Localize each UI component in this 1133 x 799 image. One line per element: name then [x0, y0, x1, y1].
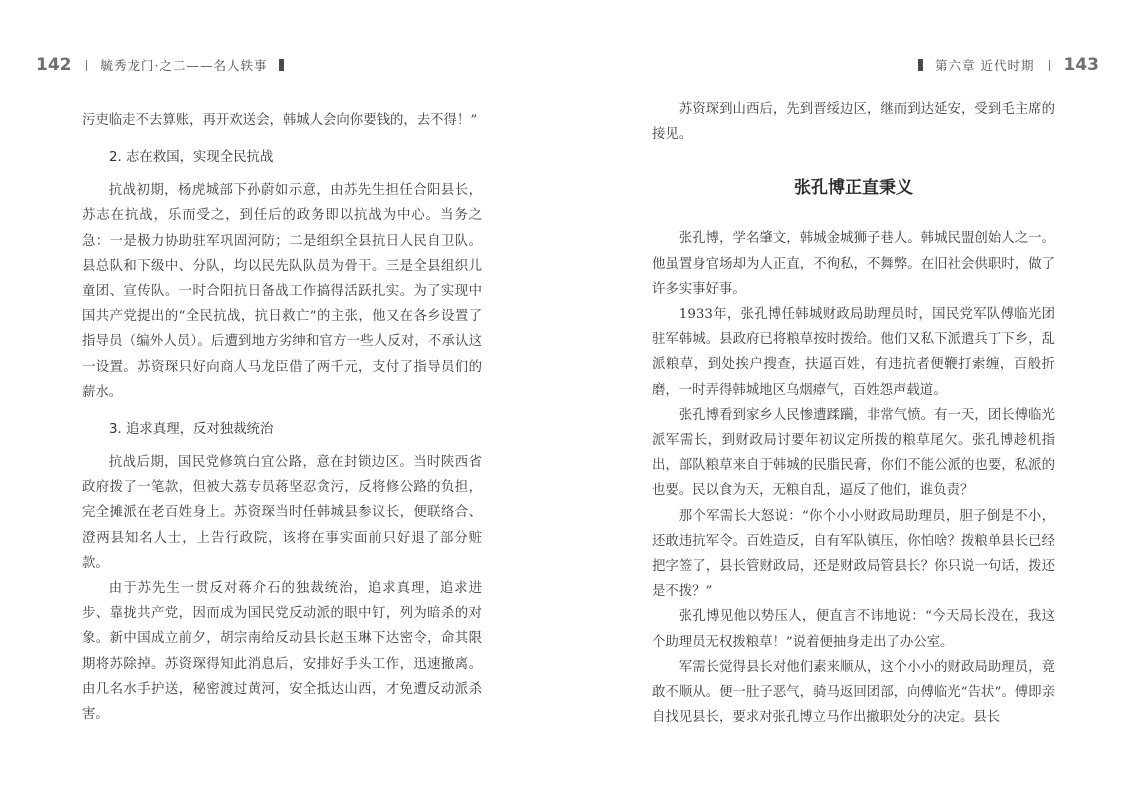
header-divider [1049, 60, 1050, 71]
header-bar-mark [279, 59, 284, 71]
page-number: 143 [1063, 55, 1099, 75]
paragraph: 由于苏先生一贯反对蒋介石的独裁统治，追求真理，追求进步、靠拢共产党，因而成为国民党反动派的眼中钉，列为暗杀的对象。新中国成立前夕，胡宗南给反动县长赵玉琳下达密令，命其限期将苏除掉。苏资琛得知此消息后，安排好手头工作，迅速撤离。由几名水手护送，秘密渡过黄河，安全抵达山西，才免遭反动派杀害。 [82, 581, 482, 723]
paragraph: 苏资琛到山西后，先到晋绥边区，继而到达延安，受到毛主席的接见。 [652, 102, 1055, 143]
chapter-title: 张孔博正直秉义 [794, 178, 913, 199]
paragraph: 1933年，张孔博任韩城财政局助理员时，国民党军队傅临光团驻军韩城。县政府已将粮草按时拨给。他们又私下派遣兵丁下乡，乱派粮草，到处挨户搜查，扶逼百姓，有违抗者便鞭打索缠，百般折磨，一时弄得韩城地区乌烟瘴气，百姓怨声载道。 [652, 307, 1055, 398]
page-number: 142 [36, 55, 72, 75]
right-page [566, 0, 1133, 799]
header-bar-mark [918, 59, 923, 71]
left-page [0, 0, 566, 799]
section-heading: 2. 志在救国，实现全民抗战 [109, 150, 274, 166]
left-page-header [36, 52, 284, 78]
section-heading: 3. 追求真理，反对独裁统治 [109, 422, 274, 438]
paragraph: 污吏临走不去算账，再开欢送会，韩城人会向你要钱的，去不得！” [82, 113, 478, 128]
left-page-body [82, 108, 482, 727]
paragraph: 张孔博看到家乡人民惨遭蹂躏，非常气愤。有一天，团长傅临光派军需长，到财政局讨要年初议定所拨的粮草尾欠。张孔博趁机指出，部队粮草来自于韩城的民脂民膏，你们不能公派的也要，私派的也要。民以食为天，无粮自乱，逼反了他们，谁负责？ [652, 407, 1055, 499]
header-divider [86, 60, 87, 71]
paragraph: 抗战后期，国民党修筑白宜公路，意在封锁边区。当时陕西省政府拨了一笔款，但被大荔专员蒋坚忍贪污，反将修公路的负担，完全摊派在老百姓身上。苏资琛当时任韩城县参议长，便联络合、澄两县知名人士，上告行政院，该将在事实面前只好退了部分赃款。 [82, 455, 482, 571]
running-title: 毓秀龙门·之二——名人轶事 [100, 58, 268, 73]
running-title: 第六章 近代时期 [935, 58, 1035, 73]
paragraph: 军需长觉得县长对他们素来顺从，这个小小的财政局助理员，竟敢不顺从。便一肚子恶气，骑马返回团部，向傅临光“告状”。傅即亲自找见县长，要求对张孔博立马作出撤职处分的决定。县长 [652, 659, 1055, 726]
right-page-header [918, 52, 1099, 78]
paragraph: 那个军需长大怒说：“你个小小财政局助理员，胆子倒是不小，还敢违抗军令。百姓造反，自有军队镇压，你怕啥？拨粮单县长已经把字签了，县长管财政局，还是财政局管县长？你只说一句话，拨还是不拨？” [652, 508, 1055, 600]
right-page-body [652, 97, 1055, 730]
paragraph: 抗战初期，杨虎城部下孙蔚如示意，由苏先生担任合阳县长，苏志在抗战，乐而受之，到任后的政务即以抗战为中心。当务之急：一是极力协助驻军巩固河防；二是组织全县抗日人民自卫队。县总队和下级中、分队，均以民先队队员为骨干。三是全县组织儿童团、宣传队。一时合阳抗日备战工作搞得活跃扎实。为了实现中国共产党提出的“全民抗战，抗日救亡”的主张，他又在各乡设置了指导员（编外人员）。后遭到地方劣绅和官方一些人反对，不承认这一设置。苏资琛只好向商人马龙臣借了两千元，支付了指导员们的薪水。 [82, 183, 482, 400]
paragraph: 张孔博，学名肇文，韩城金城狮子巷人。韩城民盟创始人之一。他虽置身官场却为人正直，不徇私，不舞弊。在旧社会供职时，做了许多实事好事。 [652, 231, 1055, 297]
paragraph: 张孔博见他以势压人，便直言不讳地说：“今天局长没在，我这个助理员无权拨粮草！”说着便抽身走出了办公室。 [652, 609, 1055, 650]
